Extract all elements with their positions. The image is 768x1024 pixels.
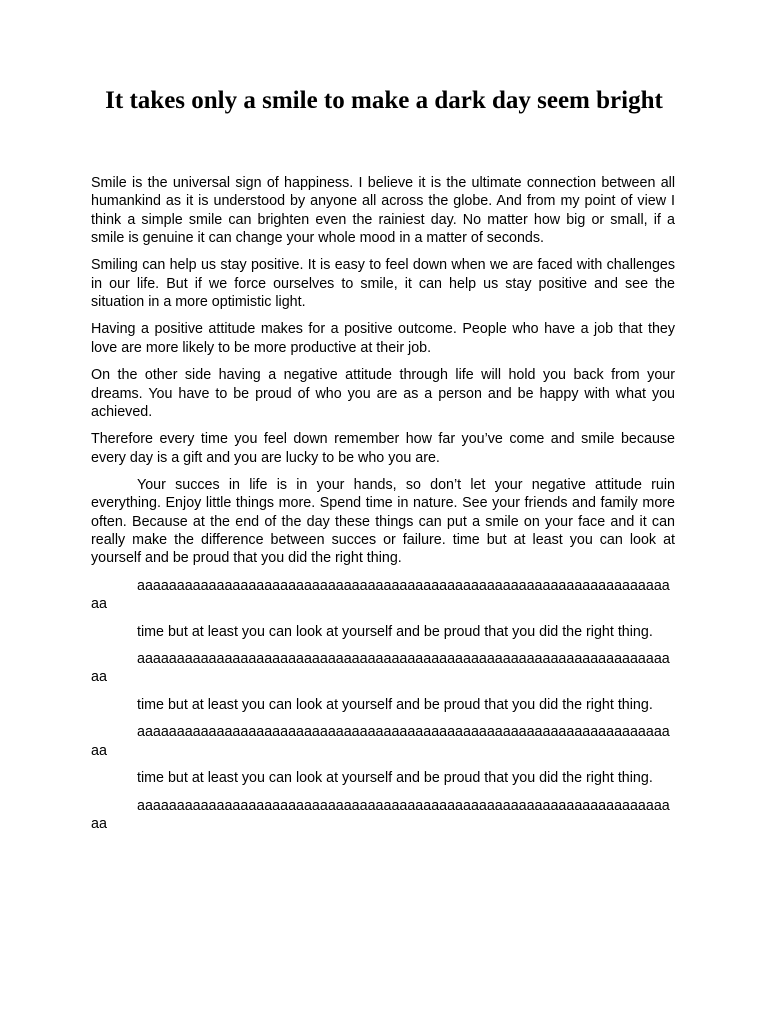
paragraph: aaaaaaaaaaaaaaaaaaaaaaaaaaaaaaaaaaaaaaaaaaaaaaaaaaaaaaaaaaaaaaaaaaaaa: [91, 577, 670, 613]
paragraph: Smile is the universal sign of happiness. I believe it is the ultimate connection between all humankind as it is understood by anyone all across the globe. And from my point of view I think a simple smile can brighten even the rainiest day. No matter how big or small, if a smile is genuine it can change your whole mood in a matter of seconds.: [91, 175, 675, 246]
document-title: It takes only a smile to make a dark day seem bright: [105, 87, 663, 114]
paragraph: time but at least you can look at yourself and be proud that you did the right thing.: [137, 623, 653, 640]
paragraph: On the other side having a negative attitude through life will hold you back from your dreams. You have to be proud of who you are as a person and be happy with what you achieved.: [91, 367, 675, 420]
paragraph: Therefore every time you feel down remember how far you’ve come and smile because every day is a gift and you are lucky to be who you are.: [91, 431, 675, 466]
paragraph: aaaaaaaaaaaaaaaaaaaaaaaaaaaaaaaaaaaaaaaaaaaaaaaaaaaaaaaaaaaaaaaaaaaaa: [91, 651, 670, 686]
paragraph: aaaaaaaaaaaaaaaaaaaaaaaaaaaaaaaaaaaaaaaaaaaaaaaaaaaaaaaaaaaaaaaaaaaaa: [91, 797, 670, 832]
paragraph: Smiling can help us stay positive. It is easy to feel down when we are faced with challenges in our life. But if we force ourselves to smile, it can help us stay positive and see the situation in a more optimistic light.: [91, 257, 675, 310]
paragraph: time but at least you can look at yourself and be proud that you did the right thing.: [137, 770, 653, 787]
paragraph: aaaaaaaaaaaaaaaaaaaaaaaaaaaaaaaaaaaaaaaaaaaaaaaaaaaaaaaaaaaaaaaaaaaaa: [91, 724, 670, 759]
paragraph: time but at least you can look at yourself and be proud that you did the right thing.: [137, 696, 653, 713]
document-body: [91, 174, 675, 842]
paragraph: Having a positive attitude makes for a positive outcome. People who have a job that they love are more likely to be more productive at their job.: [91, 321, 675, 356]
paragraph: Your succes in life is in your hands, so don’t let your negative attitude ruin everything. Enjoy little things more. Spend time in nature. See your friends and family more often. Because at the end of the day these things can put a smile on your face and it can really make the difference between succes or failure. time but at least you can look at yourself and be proud that you did the right thing.: [91, 477, 675, 567]
